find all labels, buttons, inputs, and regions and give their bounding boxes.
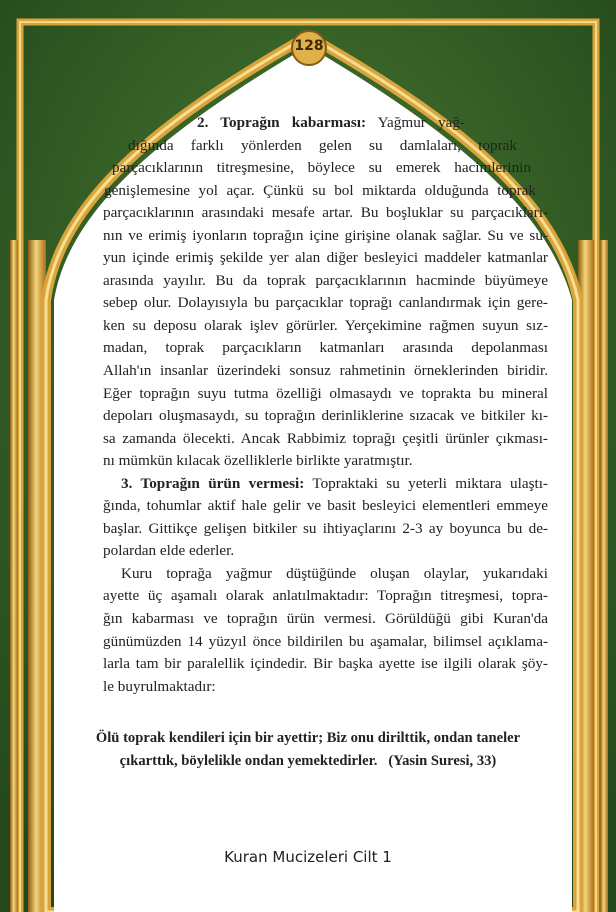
text: arasında yayılır. Bu da toprak parçacıklarının hacminde büyümeye <box>103 271 548 289</box>
text-line <box>103 518 548 541</box>
text-line <box>103 653 548 676</box>
text-line <box>103 315 548 338</box>
text: Kuru toprağa yağmur düştüğünde oluşan olaylar, yukarıdaki <box>121 564 548 582</box>
text: Eğer toprağın suyu tutma özelliği olmasaydı ve toprakta bu mineral <box>103 384 548 402</box>
verse-source: (Yasin Suresi, 33) <box>388 752 497 769</box>
text: madan, toprak parçacıkların katmanları arasında depolanması <box>103 339 548 357</box>
verse-text: çıkarttık, böylelikle ondan yemektedirler. <box>119 752 378 769</box>
text-line <box>103 292 548 315</box>
text: depoları oluşmasaydı, su toprağın derinliklerine sızacak ve bitkiler kı- <box>103 407 548 425</box>
text: sebep olur. Dolayısıyla bu parçacıklar toprağı canlandırmak için gere- <box>103 294 548 312</box>
text-line <box>103 225 548 248</box>
heading-kabarmasi: 2. Toprağın kabarması: <box>197 114 367 131</box>
body-text <box>0 112 616 698</box>
text: ken su deposu olarak işlev görürler. Yerçekimine rağmen suyun sız- <box>103 316 548 334</box>
text: polardan elde ederler. <box>103 542 235 560</box>
text-line <box>197 112 465 135</box>
text: parçacıklarının titreşmesine, böylece su emerek hacimlerinin <box>112 159 531 177</box>
text-line <box>103 360 548 383</box>
page-number: 128 <box>294 38 324 54</box>
text-line <box>103 585 548 608</box>
text-line <box>103 428 548 451</box>
text-line <box>103 608 548 631</box>
text: Topraktaki su yeterli miktara ulaştı- <box>304 474 548 492</box>
verse-line-1: Ölü toprak kendileri için bir ayettir; Biz onu dirilttik, ondan taneler <box>95 730 521 746</box>
text: nın ve erimiş iyonların toprağın içine girişine olanak sağlar. Su ve su- <box>103 226 548 244</box>
text-line <box>103 337 548 360</box>
text: yun içinde erimiş şekilde yer alan diğer besleyici maddeler katmanlar <box>103 249 548 267</box>
text-line <box>104 180 536 203</box>
verse-line-2 <box>80 750 536 773</box>
text: ğın kabarması ve toprağın ürün vermesi. Görüldüğü gibi Kuran'da <box>103 610 548 628</box>
text: larla tam bir paralellik içindedir. Bir başka ayette ise ilgili olarak şöy- <box>103 655 548 673</box>
text: başlar. Gittikçe gelişen bitkiler su ihtiyaçlarını 2-3 ay boyunca bu de- <box>103 519 548 537</box>
text-line <box>112 157 531 180</box>
text: günümüzden 14 yüzyıl önce bildirilen bu aşamalar, bilimsel açıklama- <box>103 632 548 650</box>
text: sa zamanda ölecekti. Ancak Rabbimiz toprağı çeşitli ürünler çıkması- <box>103 429 548 447</box>
text-line <box>103 270 548 293</box>
text-line <box>103 202 548 225</box>
text-line <box>103 405 548 428</box>
text-line <box>103 495 548 518</box>
text: ayette üç aşamalı olarak anlatılmaktadır: Toprağın titreşmesi, topra- <box>103 587 548 605</box>
text-line <box>103 383 548 406</box>
text: genişlemesine yol açar. Çünkü su bol miktarda olduğunda toprak <box>104 181 536 199</box>
text-line <box>103 631 548 654</box>
text-line <box>103 247 548 270</box>
verse-quote <box>80 727 536 772</box>
text: nı mümkün kılacak özelliklerle birlikte yaratmıştır. <box>103 452 413 470</box>
text-line <box>103 540 548 563</box>
heading-urun-vermesi: 3. Toprağın ürün vermesi: <box>121 474 305 492</box>
text: Allah'ın insanlar üzerindeki sonsuz rahmetinin örneklerinden biridir. <box>103 362 548 380</box>
text: parçacıklarının arasındaki mesafe artar. Bu boşluklar su parçacıkları- <box>103 204 548 222</box>
text-line <box>128 135 517 158</box>
text: le buyrulmaktadır: <box>103 677 216 695</box>
text: Yağmur yağ- <box>366 114 465 131</box>
book-title-footer: Kuran Mucizeleri Cilt 1 <box>224 848 392 866</box>
text-line <box>103 450 548 473</box>
text-line <box>121 563 548 586</box>
text-line <box>103 676 548 699</box>
text: ğında, tohumlar aktif hale gelir ve basit besleyici elementleri emmeye <box>103 497 548 515</box>
text: dığında farklı yönlerden gelen su damlaları, toprak <box>128 136 517 154</box>
text-line <box>121 473 548 496</box>
